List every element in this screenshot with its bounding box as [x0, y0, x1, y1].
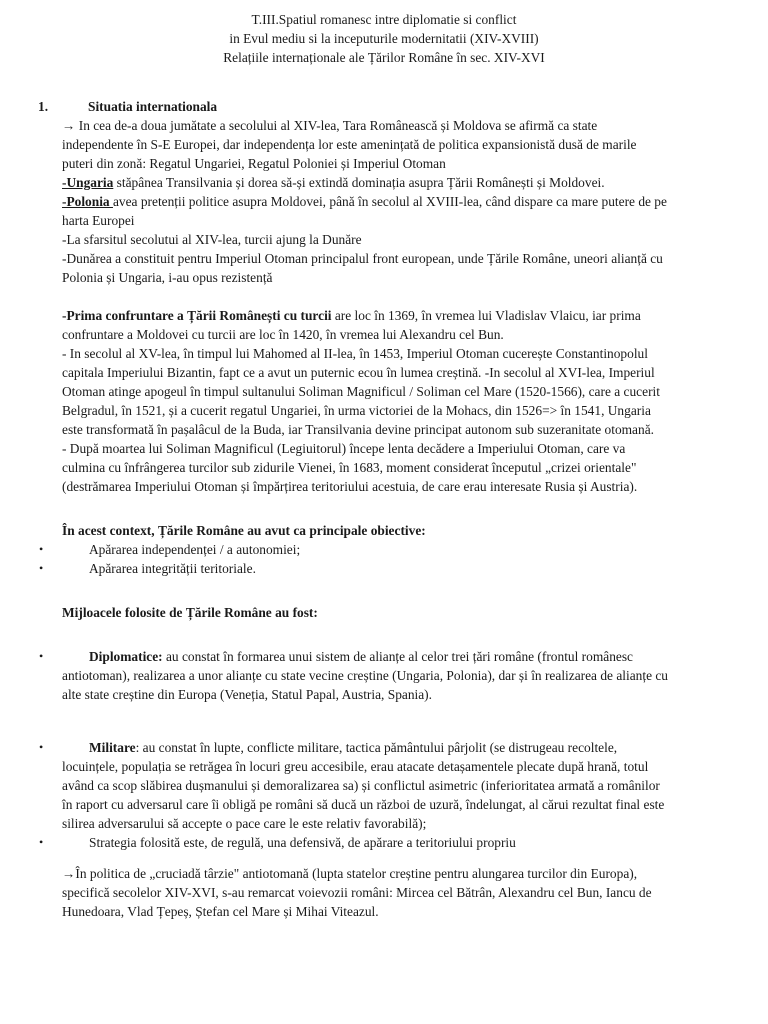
obiective-item — [39, 540, 748, 559]
cruciada-line-1: →În politica de „cruciadă târzie" antiotomană (lupta statelor creștine pentru alungarea turcilor din Europa), — [62, 866, 638, 881]
militare-label: Militare — [89, 740, 136, 755]
mijloace-heading: Mijloacele folosite de Țările Române au fost: — [62, 605, 318, 620]
dunarea-line-1: -Dunărea a constituit pentru Imperiul Otoman principalul front european, unde Țările Române, uneori alianță cu — [62, 251, 663, 266]
strategia-text: Strategia folosită este, de regulă, una defensivă, de apărare a teritoriului propriu — [89, 835, 516, 850]
militare-item — [39, 738, 748, 757]
confruntare-line-7: este transformată în pașalâcul de la Buda, iar Transilvania devine principat autonom sub suzeranitate otomană. — [62, 422, 654, 437]
polonia-paragraph-cont: harta Europei — [62, 213, 135, 228]
confruntare-line-4: capitala Imperiului Bizantin, fapt ce a avut un puternic ecou în lumea creștină. -In secolul al XVI-lea, Imperiul — [62, 365, 655, 380]
confruntare-line-5: Otoman atinge apogeul în timpul sultanului Soliman Magnificul / Soliman cel Mare (1520-1566), care a cucerit — [62, 384, 660, 399]
dunarea-line-2: Polonia și Ungaria, i-au opus rezistență — [62, 270, 273, 285]
document-title — [0, 10, 768, 67]
confruntare-line-9: culmina cu înfrângerea turcilor sub zidurile Vienei, în 1683, moment considerat începutul „crizei orientale" — [62, 460, 637, 475]
cruciada-line-2: specifică secolelor XIV-XVI, s-au remarcat voievozii români: Mircea cel Bătrân, Alexandru cel Bun, Iancu de — [62, 885, 652, 900]
militare-text: : au constat în lupte, conflicte militare, tactica pământului pârjolit (se distrugeau recoltele, — [135, 740, 618, 755]
polonia-paragraph — [62, 192, 748, 211]
obiective-item-text: Apărarea independenței / a autonomiei; — [89, 542, 301, 557]
diplomatice-item — [39, 647, 748, 666]
ungaria-paragraph — [62, 173, 748, 192]
ungaria-label: -Ungaria — [62, 175, 114, 190]
militare-line-2: locuințele, populația se retrăgea în locuri greu accesibile, erau atacate detașamentele plecate după hrană, totul — [62, 759, 649, 774]
polonia-label: -Polonia — [62, 194, 113, 209]
confruntare-label: -Prima confruntare a Țării Românești cu turcii — [62, 308, 332, 323]
diplomatice-line-3: alte state creștine din Europa (Veneția, Statul Papal, Austria, Spania). — [62, 687, 432, 702]
confruntare-line-3: - In secolul al XV-lea, în timpul lui Mahomed al II-lea, în 1453, Imperiul Otoman cucerește Constantinopolul — [62, 346, 648, 361]
obiective-heading: În acest context, Țările Române au avut ca principale obiective: — [62, 523, 426, 538]
bullet-icon: • — [39, 542, 44, 556]
strategia-item — [39, 833, 748, 852]
militare-line-5: silirea adversarului să accepte o pace care le este relativ favorabilă); — [62, 816, 427, 831]
section-title: Situatia internationala — [88, 99, 218, 114]
title-line-3: Relațiile internaționale ale Țărilor Române în sec. XIV-XVI — [223, 50, 545, 65]
confruntare-line-2: confruntare a Moldovei cu turcii are loc în 1420, în vremea lui Alexandru cel Bun. — [62, 327, 504, 342]
militare-line-4: în raport cu adversarul care îi obligă pe români să ducă un război de uzură, îndelungat, al cărui rezultat final este — [62, 797, 665, 812]
bullet-icon: • — [39, 740, 44, 754]
diplomatice-line-2: antiotoman), realizarea a unor alianțe cu state vecine creștine (Ungaria, Polonia), dar și în realizarea de alianțe cu — [62, 668, 668, 683]
confruntare-line-1 — [62, 306, 748, 325]
section-number: 1. — [38, 99, 49, 114]
confruntare-line-10: (destrămarea Imperiului Otoman și împărțirea teritoriului acestuia, de care erau interesate Rusia și Austria). — [62, 479, 638, 494]
polonia-text: avea pretenții politice asupra Moldovei, până în secolul al XVIII-lea, când dispare ca mare putere de pe — [112, 194, 667, 209]
turci-line: -La sfarsitul secolutui al XIV-lea, turcii ajung la Dunăre — [62, 232, 362, 247]
confruntare-text: are loc în 1369, în vremea lui Vladislav Vlaicu, iar prima — [331, 308, 641, 323]
obiective-item-text: Apărarea integrității teritoriale. — [89, 561, 256, 576]
section-heading — [38, 97, 748, 116]
confruntare-line-6: Belgradul, în 1521, și a cucerit regatul Ungariei, în urma victoriei de la Mohacs, din 1526=> în 1541, Ungaria — [62, 403, 651, 418]
confruntare-line-8: - După moartea lui Soliman Magnificul (Legiuitorul) începe lenta decădere a Imperiului Otoman, care va — [62, 441, 626, 456]
obiective-item — [39, 559, 748, 578]
cruciada-line-3: Hunedoara, Vlad Țepeș, Ștefan cel Mare și Mihai Viteazul. — [62, 904, 379, 919]
diplomatice-text: au constat în formarea unui sistem de alianțe al celor trei țări române (frontul românesc — [162, 649, 633, 664]
title-line-2: in Evul mediu si la inceputurile modernitatii (XIV-XVIII) — [229, 31, 539, 46]
bullet-icon: • — [39, 649, 44, 663]
intro-line-3: puteri din zonă: Regatul Ungariei, Regatul Poloniei și Imperiul Otoman — [62, 156, 446, 171]
ungaria-text: stăpânea Transilvania și dorea să-și extindă dominația asupra Țării Românești și Moldovei. — [113, 175, 605, 190]
bullet-icon: • — [39, 835, 44, 849]
diplomatice-label: Diplomatice: — [89, 649, 163, 664]
intro-line-1: → In cea de-a doua jumătate a secolului al XIV-lea, Tara Românească și Moldova se afirmă ca state — [62, 118, 598, 133]
militare-line-3: având ca scop slăbirea dușmanului și demoralizarea sa) și conflictul asimetric (inferioritatea armată a românilor — [62, 778, 660, 793]
document-body — [38, 97, 748, 921]
title-line-1: T.III.Spatiul romanesc intre diplomatie si conflict — [251, 12, 517, 27]
bullet-icon: • — [39, 561, 44, 575]
intro-line-2: independente în S-E Europei, dar independența lor este amenințată de politica expansionistă dusă de marile — [62, 137, 637, 152]
